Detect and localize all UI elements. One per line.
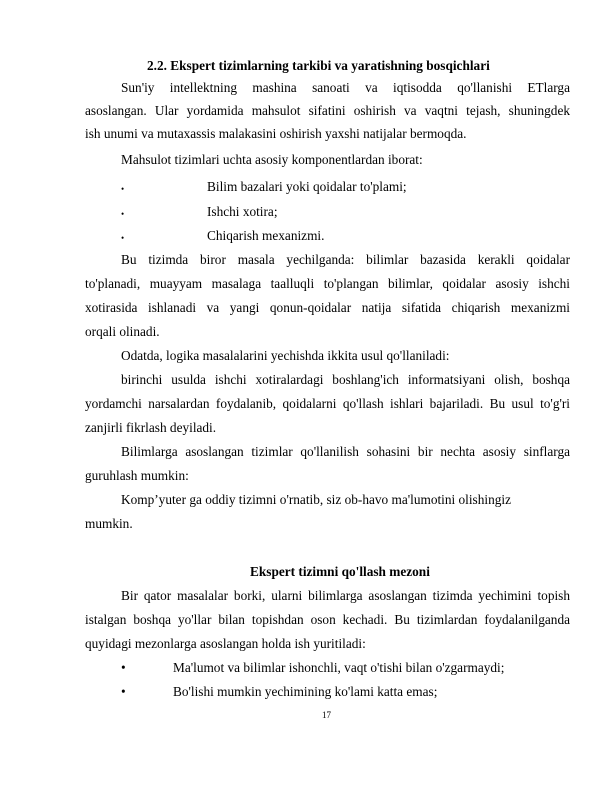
paragraph-line: xotirasida ishlanadi va yangi qonun-qoidalar natija sifatida chiqarish mexanizmi <box>85 300 570 315</box>
paragraph-line: to'planadi, muayyam masalaga taalluqli to'plangan bilimlar, qoidalar asosiy ishchi <box>85 276 570 291</box>
page-number: 17 <box>322 710 331 720</box>
list-item: Ishchi xotira; <box>207 204 278 219</box>
paragraph-line: Komp’yuter ga oddiy tizimni o'rnatib, siz ob-havo ma'lumotini olishingiz <box>121 492 511 507</box>
bullet-marker: • <box>121 233 125 243</box>
list-item: Bilim bazalari yoki qoidalar to'plami; <box>207 179 407 194</box>
subheading: Ekspert tizimni qo'llash mezoni <box>250 564 430 579</box>
paragraph-line: quyidagi mezonlarga asoslangan holda ish yuritiladi: <box>85 636 366 651</box>
list-item: Bo'lishi mumkin yechimining ko'lami katta emas; <box>173 684 438 699</box>
paragraph-line: Bu tizimda biror masala yechilganda: bilimlar bazasida kerakli qoidalar <box>121 252 570 267</box>
paragraph-line: Bilimlarga asoslangan tizimlar qo'llanilish sohasini bir nechta asosiy sinflarga <box>121 444 570 459</box>
bullet-marker: • <box>121 209 125 219</box>
paragraph-line: mumkin. <box>85 516 133 531</box>
paragraph-line: birinchi usulda ishchi xotiralardagi boshlang'ich informatsiyani olish, boshqa <box>121 372 570 387</box>
paragraph-line: guruhlash mumkin: <box>85 468 189 483</box>
paragraph-line: istalgan boshqa yo'llar bilan topishdan oson kechadi. Bu tizimlardan foydalanilganda <box>85 612 570 627</box>
paragraph-line: yordamchi narsalardan foydalanib, qoidalarni qo'llash ishlari bajariladi. Bu usul to'g'ri <box>85 396 570 411</box>
bullet-marker: • <box>121 184 125 194</box>
paragraph-line: Mahsulot tizimlari uchta asosiy komponentlardan iborat: <box>121 152 423 167</box>
paragraph-line: Sun'iy intellektning mashina sanoati va iqtisodda qo'llanishi ETlarga <box>121 80 570 95</box>
paragraph-line: ish unumi va mutaxassis malakasini oshirish yaxshi natijalar bermoqda. <box>85 126 467 141</box>
list-item: Chiqarish mexanizmi. <box>207 228 325 243</box>
list-item: Ma'lumot va bilimlar ishonchli, vaqt o'tishi bilan o'zgarmaydi; <box>173 660 505 675</box>
paragraph-line: zanjirli fikrlash deyiladi. <box>85 420 217 435</box>
paragraph-line: Odatda, logika masalalarini yechishda ikkita usul qo'llaniladi: <box>121 348 450 363</box>
bullet-marker: • <box>121 660 126 675</box>
section-title: 2.2. Ekspert tizimlarning tarkibi va yaratishning bosqichlari <box>147 58 490 73</box>
bullet-marker: • <box>121 684 126 699</box>
paragraph-line: Bir qator masalalar borki, ularni bilimlarga asoslangan tizimda yechimini topish <box>121 588 570 603</box>
paragraph-line: asoslangan. Ular yordamida mahsulot sifatini oshirish va vaqtni tejash, shuningdek <box>85 103 570 118</box>
paragraph-line: orqali olinadi. <box>85 324 160 339</box>
